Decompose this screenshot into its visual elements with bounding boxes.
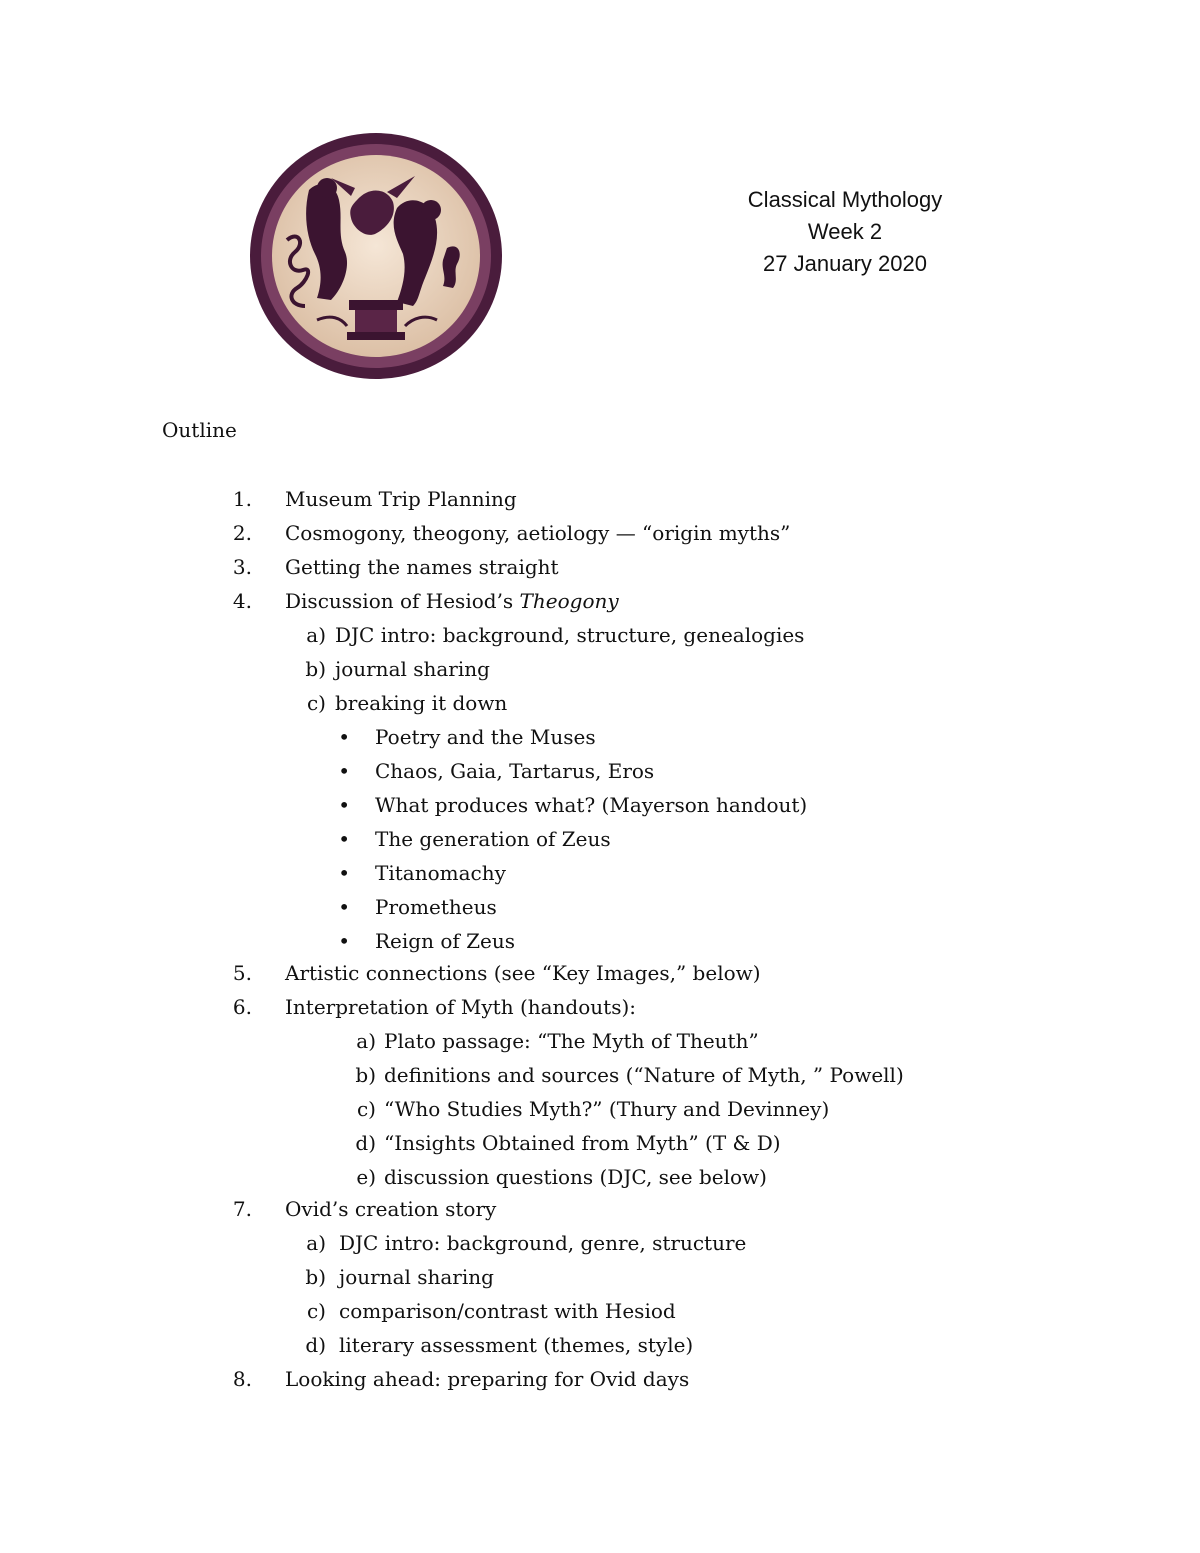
list-marker: 5. xyxy=(232,961,252,985)
list-item-text: Prometheus xyxy=(375,895,497,919)
list-item-text: Cosmogony, theogony, aetiology — “origin myths” xyxy=(285,521,791,545)
list-item-text: Reign of Zeus xyxy=(375,929,516,953)
list-marker: 2. xyxy=(232,521,252,545)
list-item-text: Titanomachy xyxy=(375,861,506,885)
list-item-text: Looking ahead: preparing for Ovid days xyxy=(285,1367,690,1391)
list-marker: 6. xyxy=(232,995,252,1019)
list-item-text: journal sharing xyxy=(339,1265,494,1289)
list-marker: a) xyxy=(306,1231,326,1255)
list-item-text: Chaos, Gaia, Tartarus, Eros xyxy=(375,759,655,783)
list-item-text: “Insights Obtained from Myth” (T & D) xyxy=(384,1131,781,1155)
list-marker: a) xyxy=(306,623,326,647)
bullet-icon: • xyxy=(338,895,350,919)
bullet-icon: • xyxy=(338,759,350,783)
list-item-text: comparison/contrast with Hesiod xyxy=(339,1299,676,1323)
list-marker: 4. xyxy=(232,589,252,613)
bullet-icon: • xyxy=(338,861,350,885)
list-item-text: DJC intro: background, genre, structure xyxy=(339,1231,747,1255)
bullet-icon: • xyxy=(338,929,350,953)
list-marker: a) xyxy=(356,1029,376,1053)
list-item-text: “Who Studies Myth?” (Thury and Devinney) xyxy=(384,1097,830,1121)
list-item-text xyxy=(285,586,619,616)
list-item-text: DJC intro: background, structure, genealogies xyxy=(335,623,805,647)
list-item-text: Interpretation of Myth (handouts): xyxy=(285,995,636,1019)
outline-heading: Outline xyxy=(162,418,237,442)
list-marker: c) xyxy=(306,1299,326,1323)
list-item-text: The generation of Zeus xyxy=(375,827,611,851)
list-marker: 7. xyxy=(232,1197,252,1221)
list-item-text: definitions and sources (“Nature of Myth, ” Powell) xyxy=(384,1063,904,1087)
course-title: Classical Mythology xyxy=(747,187,943,212)
bullet-icon: • xyxy=(338,793,350,817)
document-header xyxy=(690,184,1000,280)
list-marker: 1. xyxy=(232,487,252,511)
list-item-text: discussion questions (DJC, see below) xyxy=(384,1165,767,1189)
list-marker: e) xyxy=(356,1165,376,1189)
list-item-text: journal sharing xyxy=(335,657,490,681)
list-item-text: literary assessment (themes, style) xyxy=(339,1333,694,1357)
list-item-text-italic: Theogony xyxy=(519,589,619,613)
list-item-text: Poetry and the Muses xyxy=(375,725,596,749)
list-marker: b) xyxy=(305,1265,326,1289)
list-item-text: Artistic connections (see “Key Images,” below) xyxy=(285,961,761,985)
list-item-text: What produces what? (Mayerson handout) xyxy=(375,793,808,817)
list-marker: c) xyxy=(306,691,326,715)
list-item-text: Getting the names straight xyxy=(285,555,559,579)
list-item-text: Museum Trip Planning xyxy=(285,487,517,511)
list-marker: c) xyxy=(356,1097,376,1121)
date-label: 27 January 2020 xyxy=(763,251,927,276)
list-marker: d) xyxy=(305,1333,326,1357)
list-marker: d) xyxy=(355,1131,376,1155)
greek-vase-medallion-icon xyxy=(247,130,505,382)
list-item-text: Plato passage: “The Myth of Theuth” xyxy=(384,1029,759,1053)
bullet-icon: • xyxy=(338,725,350,749)
list-marker: 8. xyxy=(232,1367,252,1391)
list-marker: 3. xyxy=(232,555,252,579)
list-item-text: breaking it down xyxy=(335,691,508,715)
list-marker: b) xyxy=(305,657,326,681)
list-marker: b) xyxy=(355,1063,376,1087)
bullet-icon: • xyxy=(338,827,350,851)
list-item-text-plain: Discussion of Hesiod’s xyxy=(285,589,520,613)
week-label: Week 2 xyxy=(807,219,883,244)
list-item-text: Ovid’s creation story xyxy=(285,1197,497,1221)
